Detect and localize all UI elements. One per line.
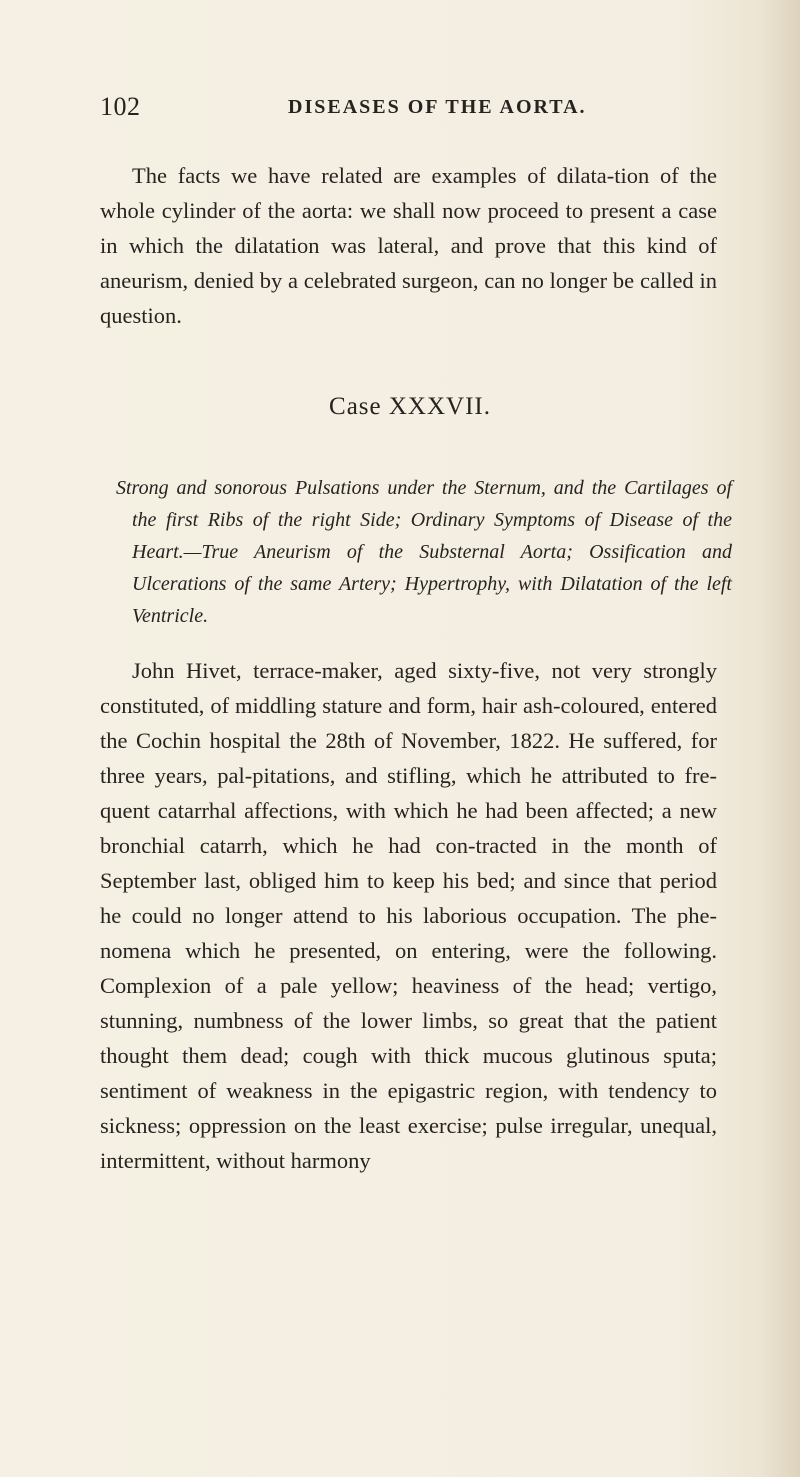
case-heading: Case XXXVII. — [329, 393, 491, 420]
running-head: DISEASES OF THE AORTA. — [288, 96, 587, 118]
case-summary: Strong and sonorous Pulsations under the Sternum, and the Cartilages of the first Ribs of the right Side; Ordinary Symptoms of Disease of the Heart.—True Aneurism of the Substernal Aorta; Ossification and Ulcerations of the same Artery; Hypertrophy, with Dilatation of the left Ventricle. — [116, 477, 732, 627]
intro-paragraph: The facts we have related are examples of dilata-tion of the whole cylinder of the aorta: we shall now proceed to present a case in which the dilatation was lateral, and prove that this kind of aneurism, denied by a celebrated surgeon, can no longer be called in question. — [100, 163, 717, 328]
page-header — [100, 92, 720, 132]
case-paragraph: John Hivet, terrace-maker, aged sixty-five, not very strongly constituted, of middling stature and form, hair ash-coloured, entered the Cochin hospital the 28th of November, 1822. He suffered, for three years, pal-pitations, and stifling, which he attributed to fre-quent catarrhal affections, with which he had been affected; a new bronchial catarrh, which he had con-tracted in the month of September last, obliged him to keep his bed; and since that period he could no longer attend to his laborious occupation. The phe-nomena which he presented, on entering, were the following. Complexion of a pale yellow; heaviness of the head; vertigo, stunning, numbness of the lower limbs, so great that the patient thought them dead; cough with thick mucous glutinous sputa; sentiment of weakness in the epigastric region, with tendency to sickness; oppression on the least exercise; pulse irregular, unequal, intermittent, without harmony — [100, 658, 717, 1173]
page-number: 102 — [100, 92, 141, 121]
